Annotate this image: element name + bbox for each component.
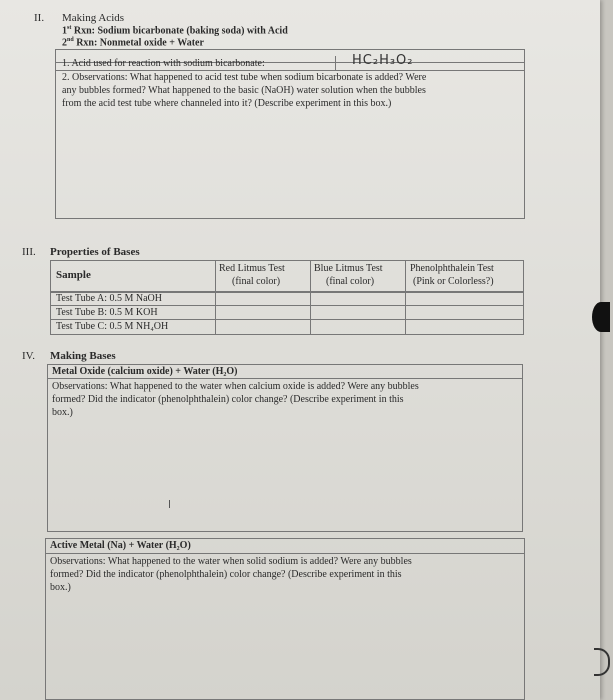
metal-oxide-title-divider <box>47 378 523 379</box>
table-row-sample-a: Test Tube A: 0.5 M NaOH <box>56 293 162 304</box>
acid-q1-answer-divider <box>335 56 336 70</box>
table-header-phenol: Phenolphthalein Test <box>410 263 494 274</box>
pen-mark <box>169 500 170 508</box>
metal-oxide-obs-line3: box.) <box>52 407 73 418</box>
acid-q1-label: 1. Acid used for reaction with sodium bicarbonate: <box>62 58 265 69</box>
section3-title: Properties of Bases <box>50 246 140 258</box>
acid-q2-line2: any bubbles formed? What happened to the basic (NaOH) water solution when the bubbles <box>62 85 426 96</box>
table-header-blue-litmus: Blue Litmus Test <box>314 263 383 274</box>
table-row-divider-1 <box>50 305 524 306</box>
section4-title: Making Bases <box>50 350 116 362</box>
active-metal-obs-line1: Observations: What happened to the water when solid sodium is added? Were any bubbles <box>50 556 412 567</box>
active-metal-obs-line2: formed? Did the indicator (phenolphthalein) color change? (Describe experiment in this <box>50 569 402 580</box>
table-col-divider-2 <box>310 260 311 335</box>
table-row-sample-b: Test Tube B: 0.5 M KOH <box>56 307 158 318</box>
binder-hole-mark <box>592 302 610 332</box>
acid-q2-line1: 2. Observations: What happened to acid test tube when sodium bicarbonate is added? Were <box>62 72 427 83</box>
table-header-blue-litmus-sub: (final color) <box>326 276 375 287</box>
section4-numeral: IV. <box>22 350 35 362</box>
rxn2-line: 2nd Rxn: Nonmetal oxide + Water <box>62 37 204 49</box>
active-metal-title: Active Metal (Na) + Water (H₂O) <box>50 540 191 551</box>
active-metal-title-divider <box>45 553 525 554</box>
acid-q2-line3: from the acid test tube where channeled into it? (Describe experiment in this box.) <box>62 98 392 109</box>
table-header-phenol-sub: (Pink or Colorless?) <box>413 276 494 287</box>
paper-curl-edge <box>594 648 610 676</box>
table-header-red-litmus: Red Litmus Test <box>219 263 285 274</box>
acid-q1-answer[interactable]: HC₂H₃O₂ <box>352 53 414 68</box>
table-col-divider-1 <box>215 260 216 335</box>
section2-numeral: II. <box>34 12 45 24</box>
metal-oxide-title: Metal Oxide (calcium oxide) + Water (H₂O) <box>52 366 238 377</box>
rxn1-line: 1st Rxn: Sodium bicarbonate (baking soda) with Acid <box>62 25 288 37</box>
table-header-sample: Sample <box>56 269 91 281</box>
metal-oxide-obs-line1: Observations: What happened to the water when calcium oxide is added? Were any bubbles <box>52 381 419 392</box>
section3-numeral: III. <box>22 246 36 258</box>
metal-oxide-obs-line2: formed? Did the indicator (phenolphthalein) color change? (Describe experiment in this <box>52 394 404 405</box>
active-metal-obs-line3: box.) <box>50 582 71 593</box>
table-row-divider-2 <box>50 319 524 320</box>
table-col-divider-3 <box>405 260 406 335</box>
section2-title: Making Acids <box>62 12 125 24</box>
table-row-sample-c: Test Tube C: 0.5 M NH₄OH <box>56 321 169 332</box>
acid-q2-divider <box>55 70 525 71</box>
table-header-red-litmus-sub: (final color) <box>232 276 281 287</box>
